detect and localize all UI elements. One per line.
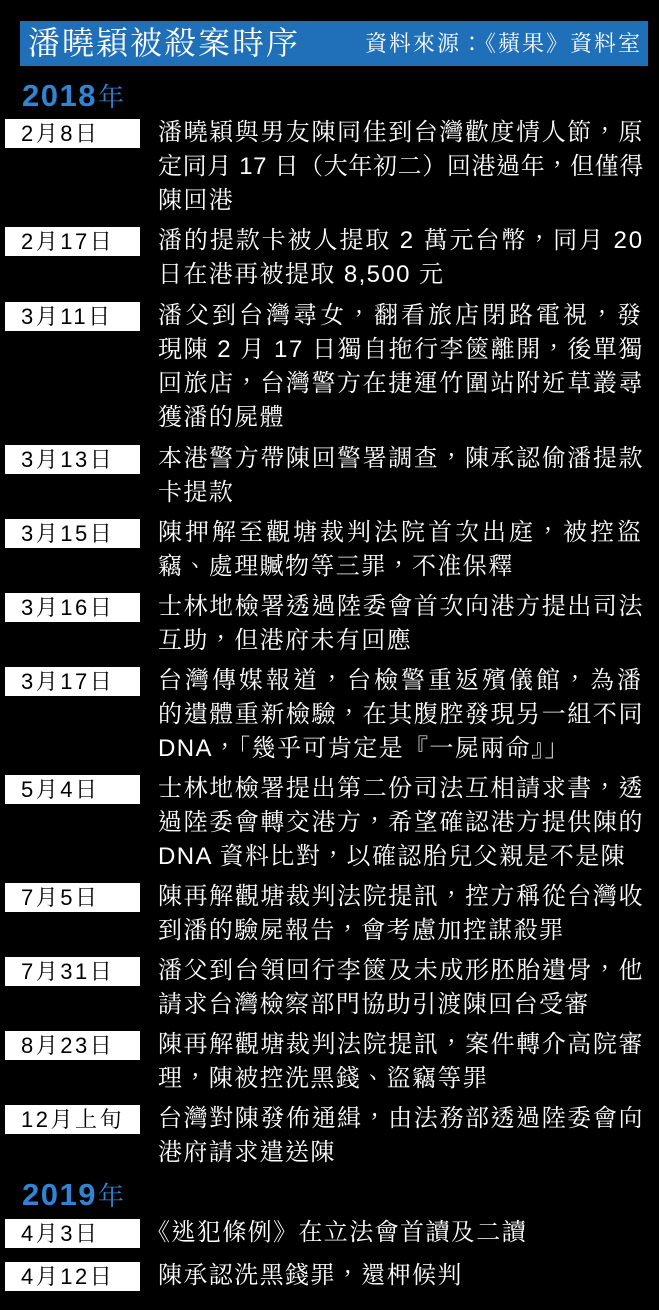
event-text-line: DNA 資料比對，以確認胎兒父親是不是陳 — [158, 843, 627, 870]
event-text-line: 卡提款 — [158, 479, 235, 506]
event-date-badge: 8月23日 — [5, 1031, 140, 1060]
event-description — [158, 590, 644, 658]
event-text-line: 定同月 17 日（大年初二）回港過年，但僅得 — [158, 153, 644, 180]
event-date-badge: 3月17日 — [5, 667, 140, 696]
event-description — [158, 1028, 644, 1096]
event-text-line: 請求台灣檢察部門協助引渡陳回台受審 — [158, 991, 590, 1018]
year-number: 2019 — [22, 1177, 97, 1212]
event-text-line: 現陳 2 月 17 日獨自拖行李篋離開，後單獨 — [158, 336, 644, 363]
event-text-line: 港府請求遣送陳 — [158, 1139, 336, 1166]
event-text-line: 陳再解觀塘裁判法院提訊，控方稱從台灣收 — [158, 883, 645, 910]
event-text-line: 的遺體重新檢驗，在其腹腔發現另一組不同 — [158, 701, 645, 728]
event-description — [158, 1102, 644, 1170]
event-description — [158, 516, 644, 584]
event-text-line: 潘的提款卡被人提取 2 萬元台幣，同月 20 — [158, 227, 645, 254]
event-text-line: 潘父到台領回行李篋及未成形胚胎遺骨，他 — [158, 957, 645, 984]
event-text-line: 到潘的驗屍報告，會考慮加控謀殺罪 — [158, 917, 565, 944]
event-date-badge: 2月8日 — [5, 119, 140, 148]
event-description — [158, 442, 644, 510]
event-description — [158, 299, 644, 435]
event-text-line: 陳再解觀塘裁判法院提訊，案件轉介高院審 — [158, 1031, 645, 1058]
year-label — [22, 80, 124, 112]
event-description — [146, 1216, 644, 1250]
event-date-badge: 12月上旬 — [5, 1105, 140, 1134]
event-date-badge: 5月4日 — [5, 775, 140, 804]
event-description — [158, 772, 644, 874]
event-text-line: 台灣傳媒報道，台檢警重返殯儀館，為潘 — [158, 667, 644, 694]
year-suffix: 年 — [97, 1181, 124, 1211]
event-text-line: 回旅店，台灣警方在捷運竹圍站附近草叢尋 — [158, 370, 645, 397]
event-description — [158, 1259, 644, 1293]
event-text-line: 陳押解至觀塘裁判法院首次出庭，被控盜 — [158, 519, 644, 546]
event-date-badge: 3月16日 — [5, 593, 140, 622]
event-date-badge: 4月12日 — [5, 1262, 140, 1291]
event-date-badge: 4月3日 — [5, 1219, 140, 1248]
event-description — [158, 664, 644, 766]
event-date-badge: 3月15日 — [5, 519, 140, 548]
event-text-line: 潘曉穎與男友陳同佳到台灣歡度情人節，原 — [158, 119, 645, 146]
event-date-badge: 3月11日 — [5, 302, 140, 331]
event-text-line: 陳承認洗黑錢罪，還柙候判 — [158, 1262, 463, 1289]
event-date-badge: 2月17日 — [5, 227, 140, 256]
event-description — [158, 116, 644, 218]
event-text-line: 台灣對陳發佈通緝，由法務部透過陸委會向 — [158, 1105, 645, 1132]
source-credit: 資料來源：《蘋果》資料室 — [364, 32, 642, 57]
event-text-line: 獲潘的屍體 — [158, 404, 285, 431]
event-description — [158, 224, 644, 292]
event-text-line: 士林地檢署提出第二份司法互相請求書，透 — [158, 775, 645, 802]
event-text-line: 《逃犯條例》在立法會首讀及二讀 — [146, 1219, 527, 1246]
event-text-line: 互助，但港府未有回應 — [158, 627, 412, 654]
event-text-line: 理，陳被控洗黑錢、盜竊等罪 — [158, 1065, 489, 1092]
year-suffix: 年 — [97, 82, 124, 112]
event-text-line: 竊、處理贓物等三罪，不准保釋 — [158, 553, 514, 580]
event-date-badge: 3月13日 — [5, 445, 140, 474]
event-text-line: DNA，「幾乎可肯定是『一屍兩命』」 — [158, 735, 570, 762]
event-text-line: 陳回港 — [158, 187, 235, 214]
event-text-line: 潘父到台灣尋女，翻看旅店閉路電視，發 — [158, 302, 644, 329]
event-date-badge: 7月5日 — [5, 883, 140, 912]
event-text-line: 士林地檢署透過陸委會首次向港方提出司法 — [158, 593, 645, 620]
event-text-line: 日在港再被提取 8,500 元 — [158, 261, 445, 288]
event-description — [158, 954, 644, 1022]
page-title: 潘曉穎被殺案時序 — [28, 25, 301, 61]
event-description — [158, 880, 644, 948]
event-text-line: 本港警方帶陳回警署調查，陳承認偷潘提款 — [158, 445, 645, 472]
event-date-badge: 7月31日 — [5, 957, 140, 986]
year-number: 2018 — [22, 78, 97, 113]
year-label — [22, 1179, 124, 1211]
event-text-line: 過陸委會轉交港方，希望確認港方提供陳的 — [158, 809, 645, 836]
header-bar — [20, 21, 648, 66]
